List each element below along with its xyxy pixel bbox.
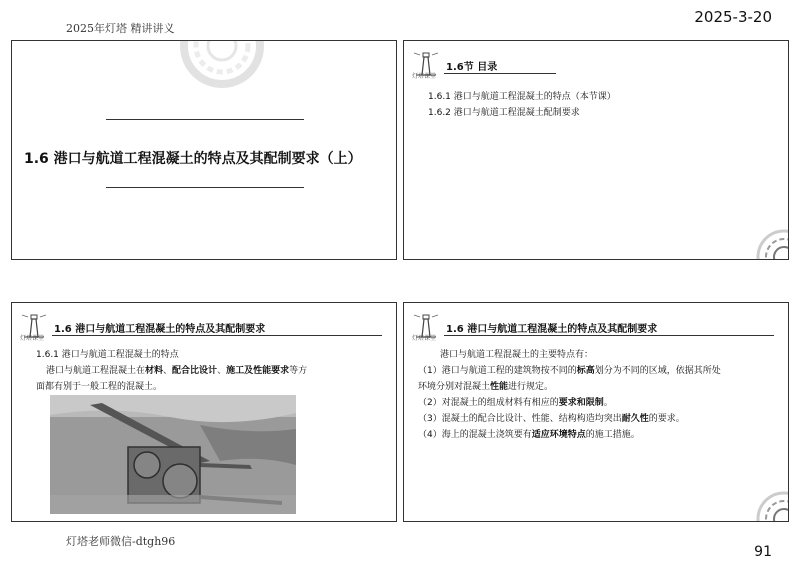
header-date: 2025-3-20 [694, 8, 772, 26]
corner-swirl-icon [744, 217, 789, 260]
intro-text: 港口与航道工程混凝土的主要特点有： [440, 350, 594, 360]
logo-text: 灯塔课堂 [20, 335, 45, 342]
section-underline [444, 335, 774, 336]
corner-swirl-icon [744, 479, 789, 522]
feature-item-2: （2）对混凝土的组成材料有相应的要求和限制。 [418, 398, 613, 408]
circle-decoration-icon [172, 40, 272, 91]
toc-item: 1.6.1 港口与航道工程混凝土的特点（本节课） [428, 92, 616, 102]
toc-item: 1.6.2 港口与航道工程混凝土配制要求 [428, 108, 580, 118]
header-course-title: 2025年灯塔 精讲讲义 [66, 22, 175, 35]
section-underline [444, 73, 556, 74]
section-title: 1.6 港口与航道工程混凝土的特点及其配制要求 [54, 324, 266, 335]
section-title: 1.6节 目录 [446, 62, 498, 73]
title-rule-top [106, 119, 304, 120]
harbor-aerial-photo [50, 395, 296, 514]
paragraph-line2: 面都有别于一般工程的混凝土。 [36, 382, 163, 392]
section-title: 1.6 港口与航道工程混凝土的特点及其配制要求 [446, 324, 658, 335]
feature-item-4: （4）海上的混凝土浇筑要有适应环境特点的施工措施。 [418, 430, 640, 440]
title-rule-bottom [106, 187, 304, 188]
slide-main-features [403, 302, 789, 522]
slide-concrete-features [11, 302, 397, 522]
feature-item-1: （1）港口与航道工程的建筑物按不同的标高划分为不同的区域，依据其所处 [418, 366, 721, 376]
section-underline [52, 335, 382, 336]
feature-item-3: （3）混凝土的配合比设计、性能、结构构造均突出耐久性的要求。 [418, 414, 685, 424]
page-number: 91 [754, 544, 772, 560]
feature-item-1-line2: 环境分别对混凝土性能进行规定。 [418, 382, 554, 392]
footer-contact: 灯塔老师微信-dtgh96 [66, 535, 176, 548]
slide-title [11, 40, 397, 260]
logo-text: 灯塔课堂 [412, 73, 437, 80]
paragraph: 港口与航道工程混凝土在材料、配合比设计、施工及性能要求等方 [46, 366, 308, 376]
subheading: 1.6.1 港口与航道工程混凝土的特点 [36, 350, 179, 360]
slide-toc [403, 40, 789, 260]
slide-main-title: 1.6 港口与航道工程混凝土的特点及其配制要求（上） [24, 151, 362, 167]
logo-text: 灯塔课堂 [412, 335, 437, 342]
